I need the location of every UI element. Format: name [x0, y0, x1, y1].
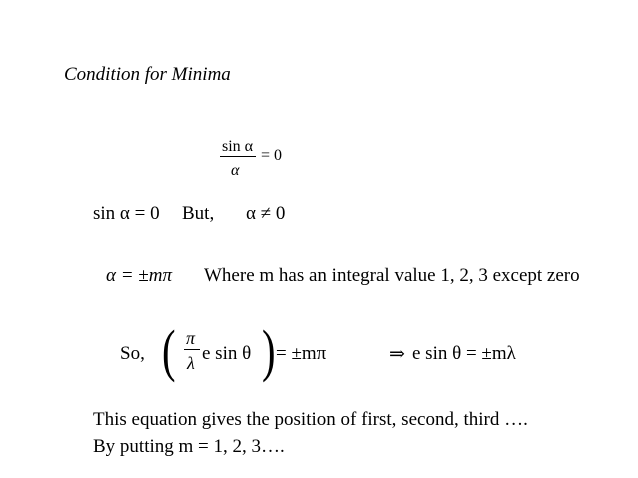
fraction-denominator: α — [231, 162, 240, 179]
fraction-rhs: = 0 — [261, 147, 283, 164]
alpha-equals-m-pi-equation: α = ±mπ — [106, 265, 172, 286]
lambda-denominator: λ — [187, 353, 195, 373]
implies-arrow: ⇒ — [389, 344, 405, 365]
result-equation: e sin θ = ±mλ — [412, 343, 516, 364]
integral-value-text: Where m has an integral value 1, 2, 3 except zero — [204, 265, 580, 286]
sin-alpha-zero-equation: sin α = 0 — [93, 203, 160, 224]
fraction-numerator: sin α — [222, 138, 254, 155]
plus-minus-m-pi: = ±mπ — [276, 343, 327, 364]
e-sin-theta-term: e sin θ — [202, 343, 252, 364]
pi-numerator: π — [186, 328, 196, 348]
fraction-bar — [220, 156, 256, 157]
alpha-not-zero-equation: α ≠ 0 — [246, 203, 286, 224]
left-paren: ( — [162, 318, 176, 383]
closing-line-2: By putting m = 1, 2, 3…. — [93, 436, 285, 457]
closing-line-1: This equation gives the position of first, second, third …. — [93, 409, 528, 430]
so-label: So, — [120, 343, 145, 364]
pi-lambda-bar — [184, 349, 200, 350]
but-label: But, — [182, 203, 215, 224]
right-paren: ) — [262, 318, 276, 383]
slide-title: Condition for Minima — [64, 64, 231, 85]
